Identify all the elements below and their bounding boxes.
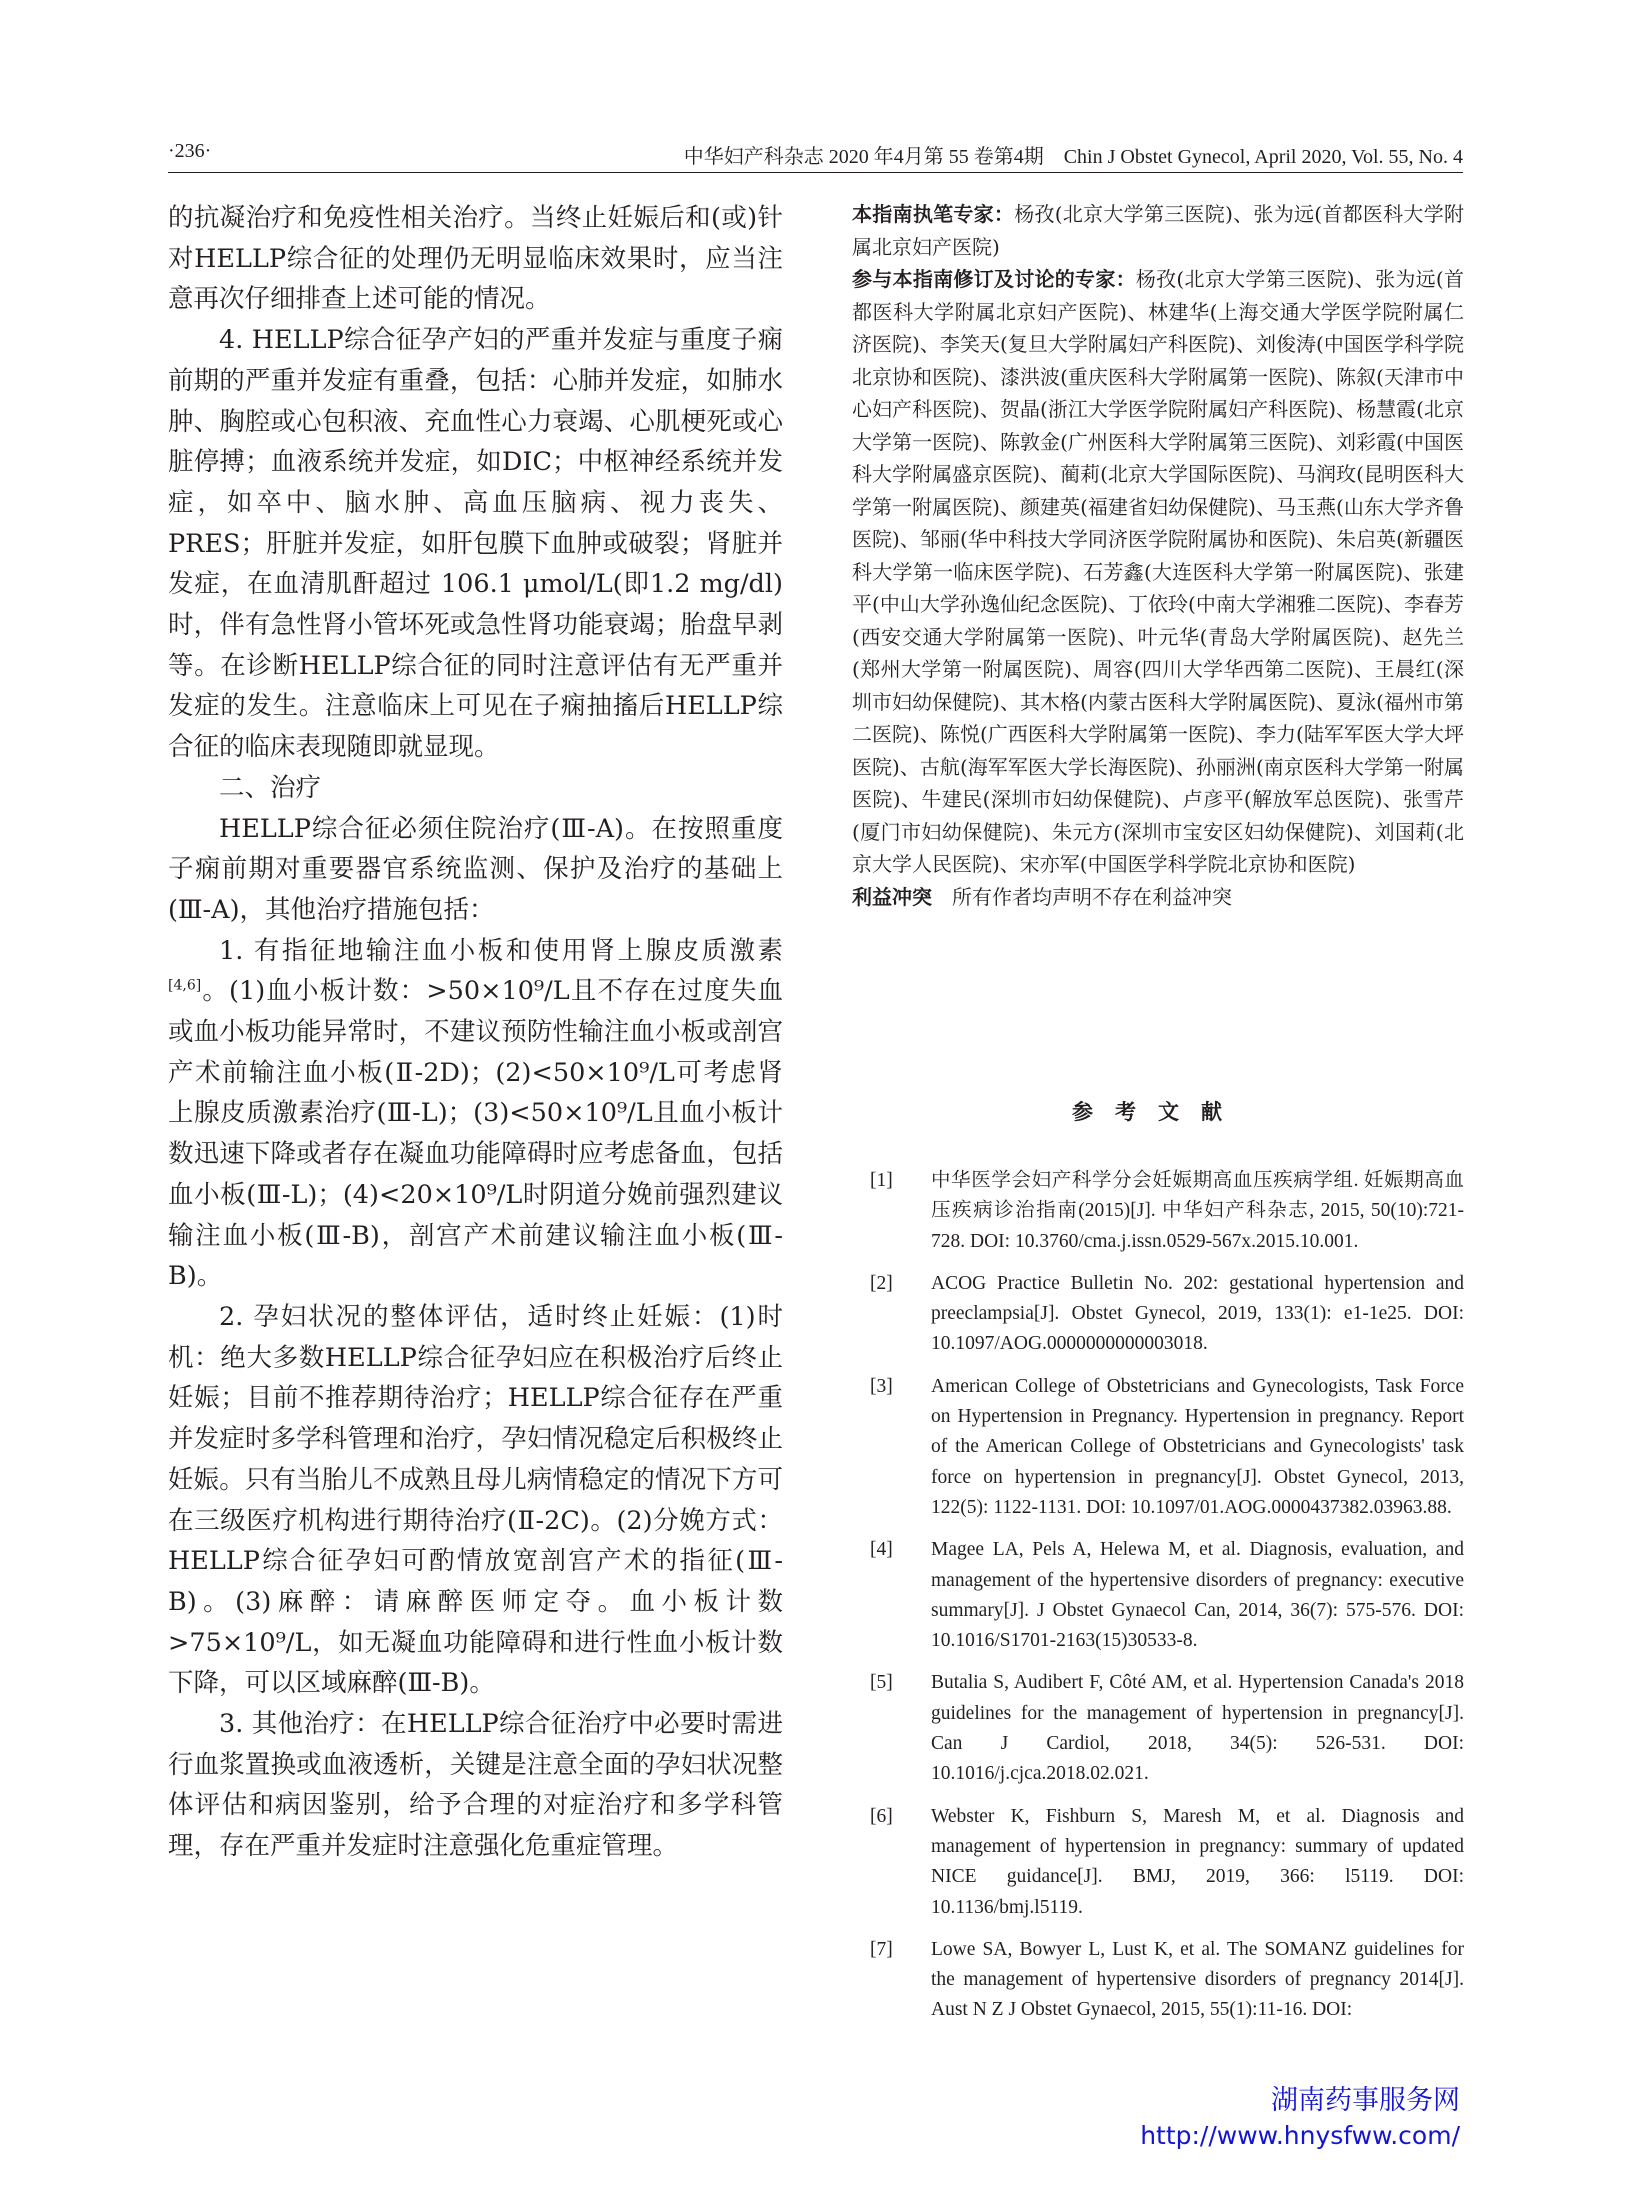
reference-number: [4] (870, 1539, 893, 1561)
coi-text: 所有作者均声明不存在利益冲突 (952, 884, 1232, 909)
page-number: ·236· (168, 140, 212, 162)
reference-number: [5] (870, 1672, 893, 1694)
reference-text: Lowe SA, Bowyer L, Lust K, et al. The SOMANZ guidelines for the management of hypertensive disorders of pregnancy 2014[J]. Aust N Z J Obstet Gynaecol, 2015, 55(1):11-16. DOI: (931, 1938, 1464, 2021)
reference-text: ACOG Practice Bulletin No. 202: gestational hypertension and preeclampsia[J]. Obstet Gynecol, 2019, 133(1): e1-1e25. DOI: 10.1097/AOG.0000000000003018. (931, 1272, 1464, 1355)
reference-item (870, 1535, 1464, 1656)
coi-label: 利益冲突 (852, 884, 932, 909)
reference-number: [6] (870, 1805, 893, 1827)
reference-text: 中华医学会妇产科学分会妊娠期高血压疾病学组. 妊娠期高血压疾病诊治指南(2015)[J]. 中华妇产科杂志, 2015, 50(10):721-728. DOI: 10.3760/cma.j.issn.0529-567x.2015.10.001. (931, 1170, 1464, 1252)
authors-text: 杨孜(北京大学第三医院)、张为远(首都医科大学附属北京妇产医院) (852, 202, 1464, 259)
website-watermark (1040, 2083, 1460, 2153)
platelet-transfusion-lead: 1. 有指征地输注血小板和使用肾上腺皮质激素 (219, 935, 783, 966)
paragraph-treatment-intro: HELLP综合征必须住院治疗(Ⅲ-A)。在按照重度子痫前期对重要器官系统监测、保护及治疗的基础上(Ⅲ-A)，其他治疗措施包括： (168, 813, 783, 925)
platelet-transfusion-body: 。(1)血小板计数：>50×10⁹/L且不存在过度失血或血小板功能异常时，不建议预防性输注血小板或剖宫产术前输注血小板(Ⅱ-2D)；(2)<50×10⁹/L可考虑肾上腺皮质激素治疗(Ⅲ-L)；(3)<50×10⁹/L且血小板计数迅速下降或者存在凝血功能障碍时应考虑备血，包括血小板(Ⅲ-L)；(4)<20×10⁹/L时阴道分娩前强烈建议输注血小板(Ⅲ-B)，剖宫产术前建议输注血小板(Ⅲ-B)。 (168, 976, 783, 1292)
running-header (168, 136, 1463, 173)
reference-text: Butalia S, Audibert F, Côté AM, et al. Hypertension Canada's 2018 guidelines for the management of hypertension in pregnancy[J]. Can J Cardiol, 2018, 34(5): 526-531. DOI: 10.1016/j.cjca.2018.02.021. (931, 1672, 1464, 1785)
reference-number: [7] (870, 1938, 893, 1960)
watermark-url[interactable]: http://www.hnysfww.com/ (1140, 2121, 1460, 2150)
reference-item (870, 1802, 1464, 1923)
authors-statement (852, 198, 1464, 263)
references-title: 参考文献 (1072, 1100, 1244, 1124)
reference-item (870, 1668, 1464, 1789)
reference-text: Magee LA, Pels A, Helewa M, et al. Diagnosis, evaluation, and management of the hypertensive disorders of pregnancy: executive summary[J]. J Obstet Gynaecol Can, 2014, 36(7): 575-576. DOI: 10.1016/S1701-2163(15)30533-8. (931, 1539, 1464, 1652)
reference-item (870, 1372, 1464, 1523)
reference-item (870, 1166, 1464, 1257)
contributors-text: 杨孜(北京大学第三医院)、张为远(首都医科大学附属北京妇产医院)、林建华(上海交通大学医学院附属仁济医院)、李笑天(复旦大学附属妇产科医院)、刘俊涛(中国医学科学院北京协和医院)、漆洪波(重庆医科大学附属第一医院)、陈叙(天津市中心妇产科医院)、贺晶(浙江大学医学院附属妇产科医院)、杨慧霞(北京大学第一医院)、陈敦金(广州医科大学附属第三医院)、刘彩霞(中国医科大学附属盛京医院)、蔺莉(北京大学国际医院)、马润玫(昆明医科大学第一附属医院)、颜建英(福建省妇幼保健院)、马玉燕(山东大学齐鲁医院)、邹丽(华中科技大学同济医学院附属协和医院)、朱启英(新疆医科大学第一临床医学院)、石芳鑫(大连医科大学第一附属医院)、张建平(中山大学孙逸仙纪念医院)、丁依玲(中南大学湘雅二医院)、李春芳(西安交通大学附属第一医院)、叶元华(青岛大学附属医院)、赵先兰(郑州大学第一附属医院)、周容(四川大学华西第二医院)、王晨红(深圳市妇幼保健院)、其木格(内蒙古医科大学附属医院)、夏泳(福州市第二医院)、陈悦(广西医科大学附属第一医院)、李力(陆军军医大学大坪医院)、古航(海军军医大学长海医院)、孙丽洲(南京医科大学第一附属医院)、牛建民(深圳市妇幼保健院)、卢彦平(解放军总医院)、张雪芹(厦门市妇幼保健院)、朱元方(深圳市宝安区妇幼保健院)、刘国莉(北京大学人民医院)、宋亦军(中国医学科学院北京协和医院) (852, 267, 1464, 876)
watermark-site-name: 湖南药事服务网 (1271, 2085, 1460, 2116)
reference-item (870, 1935, 1464, 2026)
section-heading-treatment: 二、治疗 (219, 772, 322, 803)
reference-list (870, 1166, 1464, 2038)
reference-text: American College of Obstetricians and Gynecologists, Task Force on Hypertension in Pregnancy. Hypertension in pregnancy. Report of the American College of Obstetricians and Gynecologists' task force on hypertension in pregnancy[J]. Obstet Gynecol, 2013, 122(5): 1122-1131. DOI: 10.1097/01.AOG.0000437382.03963.88. (931, 1375, 1464, 1518)
paragraph-termination: 2. 孕妇状况的整体评估，适时终止妊娠：(1)时机：绝大多数HELLP综合征孕妇应在积极治疗后终止妊娠；目前不推荐期待治疗；HELLP综合征存在严重并发症时多学科管理和治疗，孕妇情况稳定后积极终止妊娠。只有当胎儿不成熟且母儿病情稳定的情况下方可在三级医疗机构进行期待治疗(Ⅱ-2C)。(2)分娩方式：HELLP综合征孕妇可酌情放宽剖宫产术的指征(Ⅲ-B)。(3)麻醉：请麻醉医师定夺。血小板计数>75×10⁹/L，如无凝血功能障碍和进行性血小板计数下降，可以区域麻醉(Ⅲ-B)。 (168, 1301, 783, 1699)
contributors-statement (852, 263, 1464, 881)
reference-text: Webster K, Fishburn S, Maresh M, et al. Diagnosis and management of hypertension in pregnancy: summary of updated NICE guidance[J]. BMJ, 2019, 366: l5119. DOI: 10.1136/bmj.l5119. (931, 1805, 1464, 1918)
left-column (168, 198, 783, 1867)
reference-number: [2] (870, 1272, 893, 1294)
reference-number: [3] (870, 1375, 893, 1397)
paragraph-anticoagulation: 的抗凝治疗和免疫性相关治疗。当终止妊娠后和(或)针对HELLP综合征的处理仍无明显临床效果时，应当注意再次仔细排查上述可能的情况。 (168, 203, 783, 315)
authors-label: 本指南执笔专家： (852, 202, 1015, 226)
contributors-label: 参与本指南修订及讨论的专家： (852, 267, 1136, 291)
right-column (852, 198, 1464, 913)
reference-number: [1] (870, 1170, 893, 1191)
journal-citation: 中华妇产科杂志 2020 年4月第 55 卷第4期 Chin J Obstet Gynecol, April 2020, Vol. 55, No. 4 (683, 146, 1463, 168)
reference-item (870, 1269, 1464, 1360)
paragraph-other-treatment: 3. 其他治疗：在HELLP综合征治疗中必要时需进行血浆置换或血液透析，关键是注意全面的孕妇状况整体评估和病因鉴别，给予合理的对症治疗和多学科管理，存在严重并发症时注意强化危重症管理。 (168, 1709, 783, 1862)
conflict-of-interest (852, 881, 1464, 914)
paragraph-platelet-transfusion (168, 931, 783, 1297)
paragraph-complications: 4. HELLP综合征孕产妇的严重并发症与重度子痫前期的严重并发症有重叠，包括：心肺并发症，如肺水肿、胸腔或心包积液、充血性心力衰竭、心肌梗死或心脏停搏；血液系统并发症，如DIC；中枢神经系统并发症，如卒中、脑水肿、高血压脑病、视力丧失、PRES；肝脏并发症，如肝包膜下血肿或破裂；肾脏并发症，在血清肌酐超过 106.1 μmol/L(即1.2 mg/dl)时，伴有急性肾小管坏死或急性肾功能衰竭；胎盘早剥等。在诊断HELLP综合征的同时注意评估有无严重并发症的发生。注意临床上可见在子痫抽搐后HELLP综合征的临床表现随即就显现。 (168, 325, 783, 763)
citation-marker: [4,6] (168, 977, 202, 994)
